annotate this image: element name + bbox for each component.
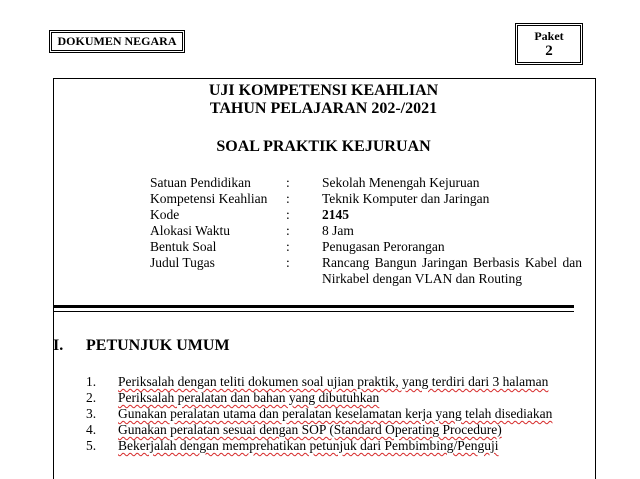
section-number: I. — [53, 337, 64, 354]
divider-thin — [53, 311, 574, 312]
paket-label: Paket — [534, 29, 564, 43]
list-item-number: 1. — [86, 374, 97, 389]
divider-thick — [53, 305, 574, 308]
paket-box — [517, 25, 581, 63]
info-colon: : — [286, 175, 290, 190]
info-colon: : — [286, 223, 290, 238]
info-value: 2145 — [322, 207, 349, 222]
info-colon: : — [286, 239, 290, 254]
exam-title: UJI KOMPETENSI KEAHLIAN — [208, 82, 439, 99]
academic-year: TAHUN PELAJARAN 202-/2021 — [209, 100, 438, 117]
list-item-text: Periksalah dengan teliti dokumen soal ujian praktik, yang terdiri dari 3 halaman — [118, 374, 549, 389]
info-label: Bentuk Soal — [150, 239, 217, 254]
info-colon: : — [286, 255, 290, 270]
list-item-text: Gunakan peralatan sesuai dengan SOP (Standard Operating Procedure) — [118, 422, 502, 437]
document-classification-label: DOKUMEN NEGARA — [51, 32, 183, 51]
info-colon: : — [286, 207, 290, 222]
info-value: 8 Jam — [322, 223, 354, 238]
info-value: Penugasan Perorangan — [322, 239, 445, 254]
list-item-number: 3. — [86, 406, 97, 421]
list-item-text: Periksalah peralatan dan bahan yang dibutuhkan — [118, 390, 380, 405]
info-label: Kode — [150, 207, 180, 222]
info-colon: : — [286, 191, 290, 206]
exam-subtitle: SOAL PRAKTIK KEJURUAN — [216, 138, 431, 155]
list-item-text: Bekerjalah dengan memprehatikan petunjuk dari Pembimbing/Penguji — [118, 438, 499, 453]
list-item-text: Gunakan peralatan utama dan peralatan keselamatan kerja yang telah disediakan — [118, 406, 553, 421]
list-item-number: 4. — [86, 422, 97, 437]
info-value: Teknik Komputer dan Jaringan — [322, 191, 490, 206]
info-label: Satuan Pendidikan — [150, 175, 251, 190]
list-item-number: 2. — [86, 390, 97, 405]
info-value: Rancang Bangun Jaringan Berbasis Kabel dan Nirkabel dengan VLAN dan Routing — [322, 255, 582, 286]
info-label: Judul Tugas — [150, 255, 215, 270]
paket-number: 2 — [545, 43, 553, 59]
section-title: PETUNJUK UMUM — [86, 337, 230, 354]
info-label: Kompetensi Keahlian — [150, 191, 268, 206]
info-label: Alokasi Waktu — [150, 223, 231, 238]
info-value: Sekolah Menengah Kejuruan — [322, 175, 480, 190]
list-item-number: 5. — [86, 438, 97, 453]
